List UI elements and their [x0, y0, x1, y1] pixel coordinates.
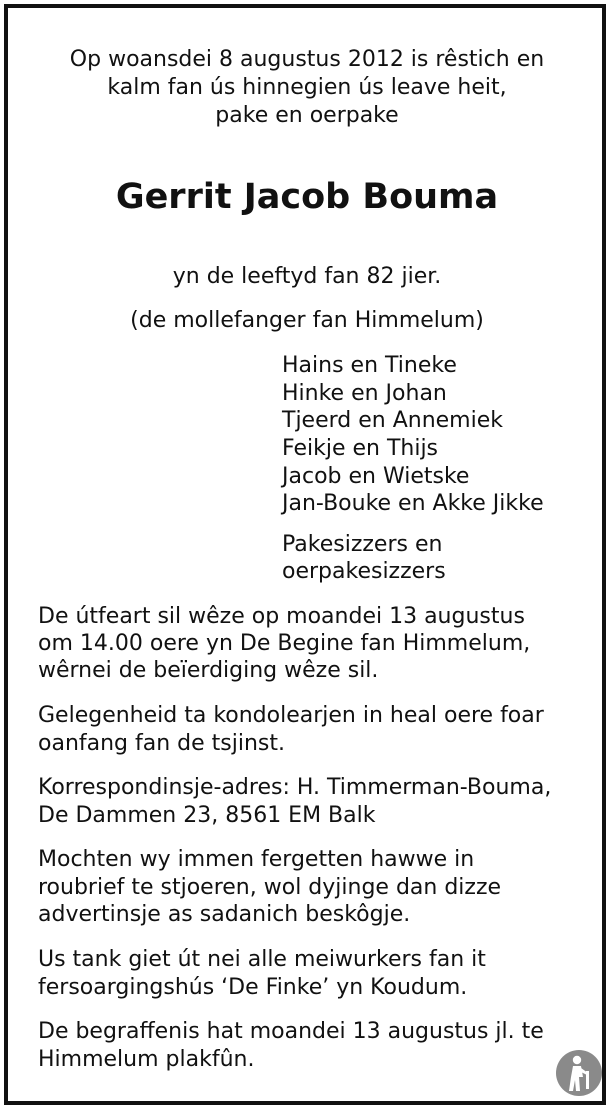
thanks-line: fersoargingshús ‘De Finke’ yn Koudum.: [38, 975, 468, 1000]
grandchildren-line: Pakesizzers en: [282, 532, 443, 557]
condolence-line: Gelegenheid ta kondolearjen in heal oere foar: [38, 703, 544, 728]
notice-line: Mochten wy immen fergetten hawwe in: [38, 847, 475, 872]
thanks-line: Us tank giet út nei alle meiwurkers fan it: [38, 947, 486, 972]
memorial-figure-icon: [555, 1049, 603, 1097]
family-member: Jacob en Wietske: [282, 464, 470, 489]
burial-line: Himmelum plakfûn.: [38, 1047, 255, 1072]
family-member: Hinke en Johan: [282, 381, 447, 406]
intro-line: pake en oerpake: [215, 103, 399, 128]
family-member: Feikje en Thijs: [282, 436, 439, 461]
burial-line: De begraffenis hat moandei 13 augustus jl. te: [38, 1019, 544, 1044]
family-member: Jan-Bouke en Akke Jikke: [282, 491, 544, 516]
age-line: yn de leeftyd fan 82 jier.: [172, 264, 442, 289]
grandchildren-line: oerpakesizzers: [282, 559, 446, 584]
notice-line: roubrief te stjoeren, wol dyjinge dan dizze: [38, 875, 502, 900]
family-member: Hains en Tineke: [282, 353, 457, 378]
funeral-info-line: om 14.00 oere yn De Begine fan Himmelum,: [38, 631, 531, 656]
notice-line: advertinsje as sadanich beskôgje.: [38, 902, 411, 927]
nickname-line: (de mollefanger fan Himmelum): [130, 308, 484, 333]
intro-line: Op woansdei 8 augustus 2012 is rêstich en: [69, 47, 545, 72]
funeral-info-line: De útfeart sil wêze op moandei 13 augustus: [38, 604, 525, 629]
address-line: De Dammen 23, 8561 EM Balk: [38, 803, 376, 828]
deceased-name: Gerrit Jacob Bouma: [115, 177, 499, 217]
intro-line: kalm fan ús hinnegien ús leave heit,: [107, 75, 507, 100]
family-member: Tjeerd en Annemiek: [282, 408, 503, 433]
funeral-info-line: wêrnei de beïerdiging wêze sil.: [38, 658, 379, 683]
address-line: Korrespondinsje-adres: H. Timmerman-Bouma,: [38, 775, 552, 800]
condolence-line: oanfang fan de tsjinst.: [38, 731, 286, 756]
